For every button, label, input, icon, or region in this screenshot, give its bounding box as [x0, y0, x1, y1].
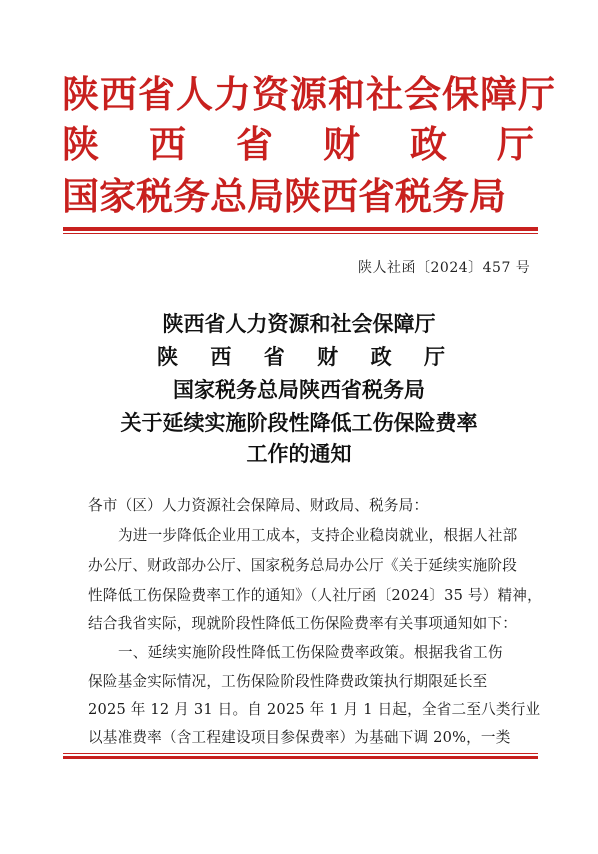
title-line-tax: 国家税务总局陕西省税务局 — [173, 377, 425, 402]
masthead-line-tax: 国家税务总局陕西省税务局 — [62, 175, 506, 218]
masthead-char: 西 — [149, 123, 186, 166]
title-char: 省 — [263, 344, 285, 369]
title-finance-chars — [157, 343, 445, 371]
title-char: 西 — [210, 344, 232, 369]
title-line-notice: 工作的通知 — [246, 441, 352, 466]
title-char: 陕 — [157, 344, 178, 369]
footer-divider-thin — [63, 753, 538, 754]
title-line-subject: 关于延续实施阶段性降低工伤保险费率 — [120, 410, 478, 435]
body-line: 为进一步降低企业用工成本，支持企业稳岗就业，根据人社部 — [118, 527, 518, 544]
masthead-char: 厅 — [497, 123, 534, 166]
document-number: 陕人社函〔2024〕457 号 — [358, 260, 531, 276]
masthead-char: 财 — [323, 123, 360, 166]
title-char: 政 — [370, 344, 392, 369]
body-line: 性降低工伤保险费率工作的通知》（人社厅函〔2024〕35 号）精神， — [88, 587, 542, 604]
masthead-line-finance — [62, 122, 534, 168]
body-line: 办公厅、财政部办公厅、国家税务总局办公厅《关于延续实施阶段 — [88, 557, 518, 574]
masthead-char: 陕 — [62, 123, 99, 166]
body-line: 一、延续实施阶段性降低工伤保险费率政策。根据我省工伤 — [118, 644, 503, 661]
body-line: 结合我省实际，现就阶段性降低工伤保险费率有关事项通知如下： — [88, 615, 518, 632]
masthead-line-hrss: 陕西省人力资源和社会保障厅 — [62, 73, 556, 116]
body-salutation: 各市（区）人力资源社会保障局、财政局、税务局： — [88, 497, 429, 514]
masthead-divider-thick — [63, 227, 538, 231]
title-line-hrss: 陕西省人力资源和社会保障厅 — [162, 311, 436, 336]
body-line: 保险基金实际情况，工伤保险阶段性降费政策执行期限延长至 — [88, 673, 488, 690]
title-char: 财 — [317, 344, 339, 369]
body-line: 2025 年 12 月 31 日。自 2025 年 1 月 1 日起，全省二至八类行业 — [88, 701, 541, 718]
masthead-char: 省 — [236, 123, 273, 166]
footer-divider-thick — [63, 756, 538, 759]
masthead-divider-thin — [63, 233, 538, 234]
title-char: 厅 — [423, 344, 445, 369]
masthead-char: 政 — [410, 123, 447, 166]
body-line: 以基准费率（含工程建设项目参保费率）为基础下调 20%，一类 — [88, 729, 511, 746]
